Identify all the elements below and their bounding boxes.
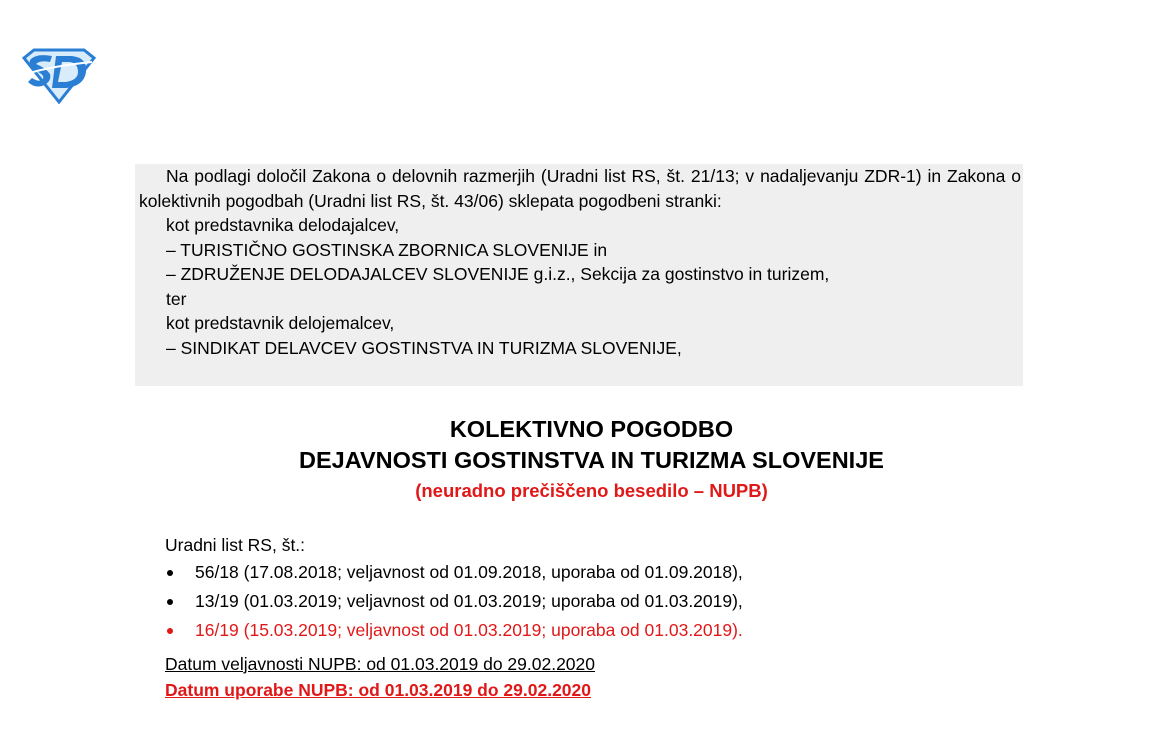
gazette-item-text: 13/19 (01.03.2019; veljavnost od 01.03.2019; uporaba od 01.03.2019),: [195, 591, 743, 611]
preamble-line: ter: [166, 288, 187, 309]
bullet-icon: [167, 570, 173, 576]
gazette-list: [165, 532, 743, 645]
preamble-block: [135, 164, 1023, 386]
gazette-item-text: 56/18 (17.08.2018; veljavnost od 01.09.2018, uporaba od 01.09.2018),: [195, 562, 743, 582]
bullet-icon: [167, 628, 173, 634]
sd-logo-icon: [22, 48, 96, 104]
gazette-items: [165, 558, 743, 645]
preamble-line: – ZDRUŽENJE DELODAJALCEV SLOVENIJE g.i.z., Sekcija za gostinstvo in turizem,: [166, 264, 830, 284]
preamble-line: – SINDIKAT DELAVCEV GOSTINSTVA IN TURIZMA SLOVENIJE,: [166, 337, 682, 358]
nupb-dates: [165, 651, 595, 703]
title-line-1: KOLEKTIVNO POGODBO: [449, 416, 734, 442]
usage-date: Datum uporabe NUPB: od 01.03.2019 do 29.02.2020: [165, 680, 591, 700]
preamble-line: kot predstavnika delodajalcev,: [166, 215, 400, 235]
preamble-line: – TURISTIČNO GOSTINSKA ZBORNICA SLOVENIJE in: [166, 239, 608, 260]
gazette-item: [165, 616, 743, 645]
validity-date: Datum veljavnosti NUPB: od 01.03.2019 do 29.02.2020: [165, 654, 596, 674]
gazette-item-text: 16/19 (15.03.2019; veljavnost od 01.03.2019; uporaba od 01.03.2019).: [195, 620, 743, 640]
title-line-2: DEJAVNOSTI GOSTINSTVA IN TURIZMA SLOVENIJE: [299, 447, 884, 473]
document-title: [135, 414, 1048, 506]
preamble-line: kot predstavnik delojemalcev,: [166, 313, 395, 333]
title-subtitle: (neuradno prečiščeno besedilo – NUPB): [415, 480, 768, 501]
gazette-item: [165, 558, 743, 587]
gazette-header: Uradni list RS, št.:: [165, 535, 306, 555]
preamble-intro: Na podlagi določil Zakona o delovnih razmerjih (Uradni list RS, št. 21/13; v nadaljevanju ZDR-1) in Zakona o kolektivnih pogodbah (Uradni list RS, št. 43/06) sklepata pogodbeni stranki:: [139, 166, 1021, 211]
bullet-icon: [167, 599, 173, 605]
gazette-item: [165, 587, 743, 616]
